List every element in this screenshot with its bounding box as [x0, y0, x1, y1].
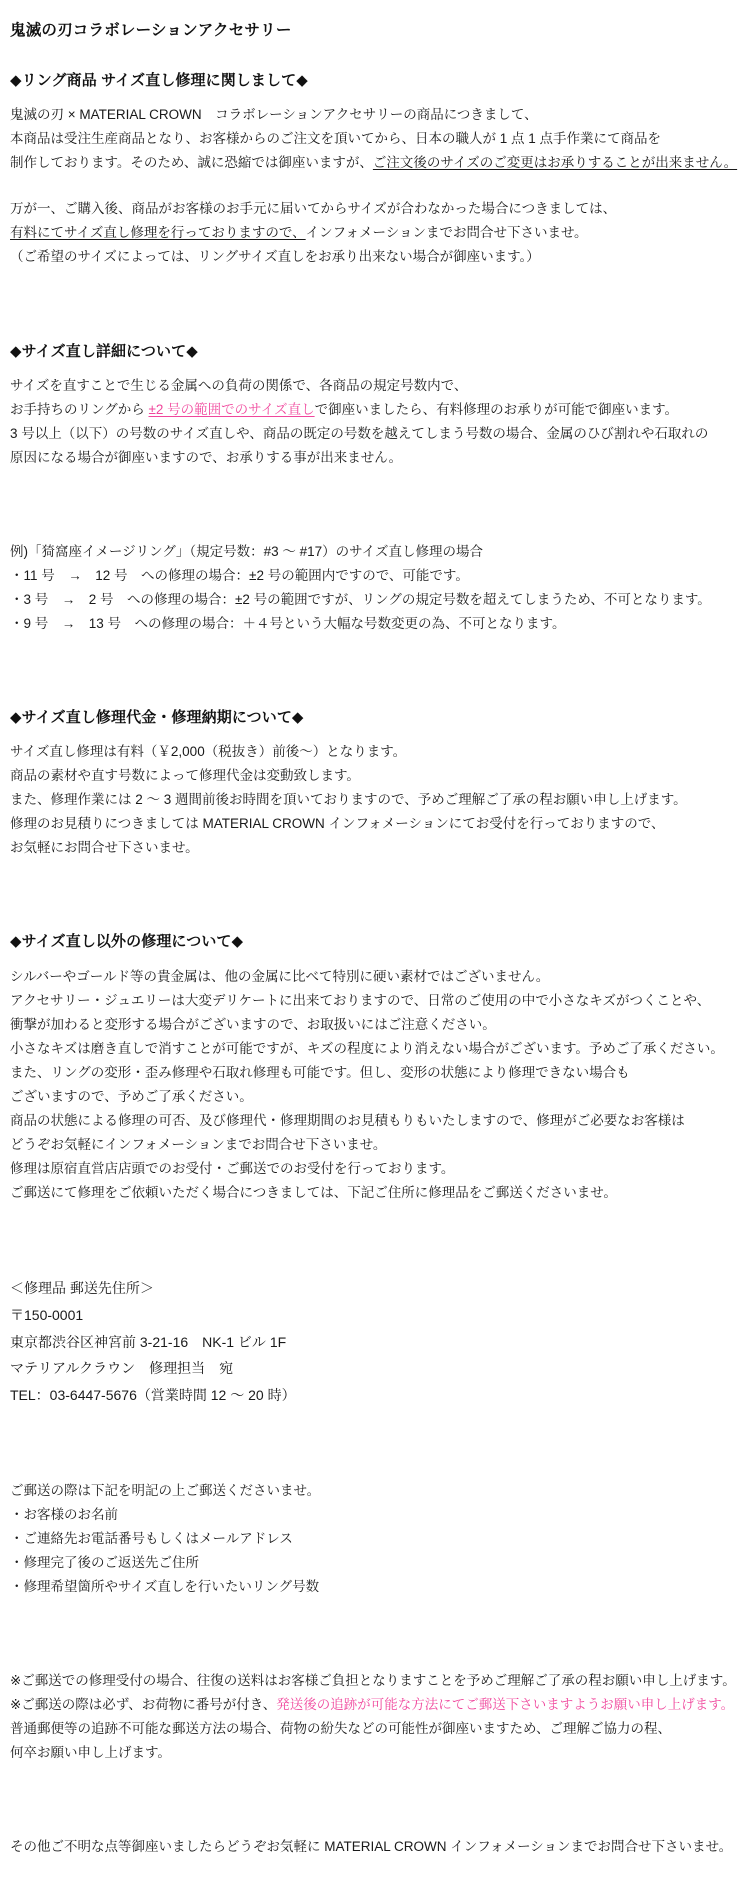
paragraph-line-highlight: サイズ直し修理は有料（￥2,000（税抜き）前後～）となります。 [10, 744, 407, 760]
paragraph-line [10, 398, 740, 422]
text-run-underline: ご注文後のサイズのご変更はお承りすることが出来ません。 [372, 155, 738, 171]
paragraph-line: サイズを直すことで生じる金属への負荷の関係で、各商品の規定号数内で、 [10, 377, 468, 393]
list-item: ・修理完了後のご返送先ご住所 [10, 1555, 199, 1571]
caution-line: 普通郵便等の追跡不可能な郵送方法の場合、荷物の紛失などの可能性が御座いますため、ご理解ご協力の程、 [10, 1721, 671, 1737]
paragraph-line: また、リングの変形・歪み修理や石取れ修理も可能です。但し、変形の状態により修理できない場合も [10, 1064, 630, 1080]
paragraph-line: 万が一、ご購入後、商品がお客様のお手元に届いてからサイズが合わなかった場合につきましては、 [10, 201, 617, 217]
address-recipient: マテリアルクラウン 修理担当 宛 [10, 1360, 234, 1377]
paragraph-line [10, 221, 740, 245]
closing-line: その他ご不明な点等御座いましたらどうぞお気軽に MATERIAL CROWN インフォメーションまでお問合せ下さいませ。 [10, 1839, 733, 1855]
list-item: ・修理希望箇所やサイズ直しを行いたいリング号数 [10, 1579, 320, 1595]
paragraph-line: 例)「猗窩座イメージリング」（規定号数：#3 ～ #17）のサイズ直し修理の場合 [10, 543, 484, 559]
section-ring-resize-policy [10, 69, 740, 269]
paragraph-line: ・3 号 → 2 号 への修理の場合：±2 号の範囲ですが、リングの規定号数を超えてしまうため、不可となります。 [10, 591, 711, 607]
caution-line: 何卒お願い申し上げます。 [10, 1745, 171, 1761]
paragraph-line: 修理は原宿直営店店頭でのお受付・ご郵送でのお受付を行っております。 [10, 1160, 455, 1176]
paragraph-line: ご郵送にて修理をご依頼いただく場合につきましては、下記ご住所に修理品をご郵送くださいませ。 [10, 1184, 617, 1200]
paragraph-line: シルバーやゴールド等の貴金属は、他の金属に比べて特別に硬い素材ではございません。 [10, 968, 550, 984]
section-resize-example [10, 540, 740, 636]
text-run-underline: 有料にてサイズ直し修理を行っておりますので、 [10, 225, 306, 241]
repair-mailing-address [10, 1275, 740, 1409]
list-item: ・ご連絡先お電話番号もしくはメールアドレス [10, 1531, 293, 1547]
section-resize-detail [10, 340, 740, 470]
paragraph-line: アクセサリー・ジュエリーは大変デリケートに出来ておりますので、日常のご使用の中で小さなキズがつくことや、 [10, 992, 711, 1008]
paragraph-line: お気軽にお問合せ下さいませ。 [10, 840, 199, 856]
text-run-highlight: ±2 号の範囲でのサイズ直し [148, 401, 315, 417]
section-heading: ◆サイズ直し詳細について◆ [10, 342, 198, 360]
paragraph-line: （ご希望のサイズによっては、リングサイズ直しをお承り出来ない場合が御座います。） [10, 249, 540, 265]
caution-line: ※ご郵送での修理受付の場合、往復の送料はお客様ご負担となりますことを予めご理解ご了承の程お願い申し上げます。 [10, 1673, 736, 1689]
caution-line [10, 1693, 740, 1717]
section-heading: ◆サイズ直し以外の修理について◆ [10, 933, 244, 951]
paragraph-line: 修理のお見積りにつきましては MATERIAL CROWN インフォメーションにてお受付を行っておりますので、 [10, 816, 665, 832]
paragraph-line: ・11 号 → 12 号 への修理の場合：±2 号の範囲内ですので、可能です。 [10, 567, 469, 583]
paragraph-line: 3 号以上（以下）の号数のサイズ直しや、商品の既定の号数を越えてしまう号数の場合、金属のひび割れや石取れの [10, 425, 709, 441]
section-resize-fee [10, 706, 740, 860]
paragraph-line: ございますので、予めご了承ください。 [10, 1088, 253, 1104]
address-heading: ＜修理品 郵送先住所＞ [10, 1279, 154, 1296]
shipping-cautions [10, 1669, 740, 1765]
shipping-instructions [10, 1479, 740, 1599]
paragraph-line [10, 151, 740, 175]
paragraph-line: 商品の状態による修理の可否、及び修理代・修理期間のお見積もりもいたしますので、修理がご必要なお客様は [10, 1112, 685, 1128]
address-telephone: TEL：03-6447-5676（営業時間 12 ～ 20 時） [10, 1387, 296, 1404]
list-item: ・お客様のお名前 [10, 1507, 118, 1523]
text-run-highlight: 発送後の追跡が可能な方法にてご郵送下さいますようお願い申し上げます。 [276, 1697, 735, 1713]
text-run: で御座いましたら、有料修理のお承りが可能で御座います。 [314, 401, 678, 417]
paragraph-line: また、修理作業には 2 ～ 3 週間前後お時間を頂いておりますので、予めご理解ご了承の程お願い申し上げます。 [10, 792, 687, 808]
paragraph-line: 本商品は受注生産商品となり、お客様からのご注文を頂いてから、日本の職人が 1 点 1 点手作業にて商品を [10, 131, 662, 147]
text-run: ※ご郵送の際は必ず、お荷物に番号が付き、 [10, 1697, 277, 1713]
paragraph-line: 商品の素材や直す号数によって修理代金は変動致します。 [10, 768, 360, 784]
page-title: 鬼滅の刃コラボレーションアクセサリー [10, 22, 292, 39]
shipping-intro: ご郵送の際は下記を明記の上ご郵送くださいませ。 [10, 1483, 321, 1499]
paragraph-line: ・9 号 → 13 号 への修理の場合：＋４号という大幅な号数変更の為、不可となります。 [10, 615, 566, 631]
paragraph-line: 衝撃が加わると変形する場合がございますので、お取扱いにはご注意ください。 [10, 1016, 496, 1032]
paragraph-line: どうぞお気軽にインフォメーションまでお問合せ下さいませ。 [10, 1136, 387, 1152]
paragraph-line: 鬼滅の刃 × MATERIAL CROWN コラボレーションアクセサリーの商品につきまして、 [10, 107, 538, 123]
address-postal-code: 〒150-0001 [10, 1306, 84, 1323]
paragraph-line: 原因になる場合が御座いますので、お承りする事が出来ません。 [10, 449, 403, 465]
section-heading: ◆リング商品 サイズ直し修理に関しまして◆ [10, 72, 308, 90]
text-run: インフォメーションまでお問合せ下さいませ。 [305, 225, 588, 241]
paragraph-line: 小さなキズは磨き直しで消すことが可能ですが、キズの程度により消えない場合がございます。予めご了承ください。 [10, 1040, 724, 1056]
section-other-repair [10, 930, 740, 1204]
text-run: 制作しております。そのため、誠に恐縮では御座いますが、 [10, 155, 373, 171]
address-street: 東京都渋谷区神宮前 3-21-16 NK-1 ビル 1F [10, 1333, 287, 1350]
section-heading: ◆サイズ直し修理代金・修理納期について◆ [10, 708, 304, 726]
text-run: お手持ちのリングから [10, 401, 149, 417]
